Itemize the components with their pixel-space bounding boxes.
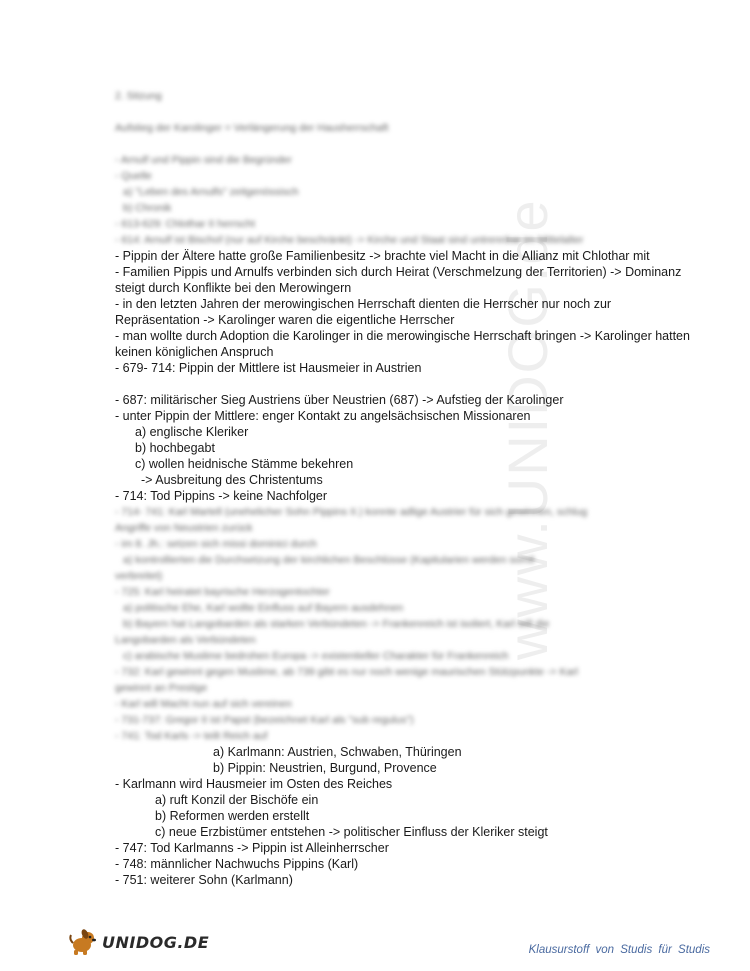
text-line: verbreitet) [115, 570, 163, 582]
text-line: - 714: Tod Pippins -> keine Nachfolger [115, 489, 328, 503]
text-line: - Pippin der Ältere hatte große Familienbesitz -> brachte viel Macht in die Allianz mit Chlothar mit [115, 249, 650, 263]
text-line: - Karl will Macht nun auf sich vereinen [115, 698, 292, 710]
text-line: - Arnulf und Pippin sind die Begründer [115, 154, 292, 166]
list-item: c) wollen heidnische Stämme bekehren [135, 457, 354, 471]
list-item: a) englische Kleriker [135, 425, 249, 439]
text-line: - Familien Pippis und Arnulfs verbinden sich durch Heirat (Verschmelzung der Territorien) -> Dominanz [115, 265, 682, 279]
text-line: - 679- 714: Pippin der Mittlere ist Hausmeier in Austrien [115, 361, 422, 375]
text-line: b) Bayern hat Langobarden als starken Verbündeten -> Frankenreich ist isoliert, Karl will die [123, 618, 550, 630]
text-line: - Karlmann wird Hausmeier im Osten des Reiches [115, 777, 393, 791]
topic-heading: Aufstieg der Karolinger = Verlängerung der Hausherrschaft [115, 122, 389, 134]
text-line: - unter Pippin der Mittlere: enger Kontakt zu angelsächsischen Missionaren [115, 409, 531, 423]
text-line: c) arabische Muslime bedrohen Europa -> existentieller Charakter für Frankenreich [123, 650, 509, 662]
text-line: steigt durch Konflikte bei den Merowingern [115, 281, 352, 295]
text-line: - im 8. Jh.: setzen sich missi dominici durch [115, 538, 317, 550]
text-line: - 613-629: Chlothar II herrscht [115, 218, 256, 230]
text-line: gewinnt an Prestige [115, 682, 208, 694]
text-line: - 731-737: Gregor II ist Papst (bezeichnet Karl als "sub regulus") [115, 714, 414, 726]
text-line: - 687: militärischer Sieg Austriens über Neustrien (687) -> Aufstieg der Karolinger [115, 393, 564, 407]
list-item: a) ruft Konzil der Bischöfe ein [155, 793, 319, 807]
text-line: Repräsentation -> Karolinger waren die eigentliche Herrscher [115, 313, 455, 327]
text-line: - Quelle [115, 170, 152, 182]
footer-slogan: Klausurstoff von Studis für Studis [528, 944, 710, 956]
list-item: c) neue Erzbistümer entstehen -> politischer Einfluss der Kleriker steigt [155, 825, 548, 839]
unidog-logo[interactable] [68, 927, 209, 957]
text-line: a) "Leben des Arnulfs" zeitgenössisch [123, 186, 299, 198]
text-line: Angriffe von Neustrien zurück [115, 522, 253, 534]
text-line: - in den letzten Jahren der merowingischen Herrschaft dienten die Herrscher nur noch zur [115, 297, 612, 311]
list-item: -> Ausbreitung des Christentums [141, 473, 323, 487]
text-line: b) Chronik [123, 202, 172, 214]
text-line: - 751: weiterer Sohn (Karlmann) [115, 873, 293, 887]
text-line: - 748: männlicher Nachwuchs Pippins (Karl) [115, 857, 359, 871]
text-line: a) politische Ehe, Karl wollte Einfluss auf Bayern ausdehnen [123, 602, 404, 614]
text-line: Langobarden als Verbündeten [115, 634, 256, 646]
session-heading: 2. Sitzung [115, 90, 162, 102]
text-line: keinen königlichen Anspruch [115, 345, 274, 359]
text-line: - 725: Karl heiratet bayrische Herzogentochter [115, 586, 330, 598]
text-line: - 732: Karl gewinnt gegen Muslime, ab 739 gibt es nur noch wenige maurischen Stützpunkte -> Karl [115, 666, 579, 678]
list-item: b) hochbegabt [135, 441, 215, 455]
text-line: - 747: Tod Karlmanns -> Pippin ist Alleinherrscher [115, 841, 389, 855]
list-item: a) Karlmann: Austrien, Schwaben, Thüringen [213, 745, 462, 759]
text-line: - man wollte durch Adoption die Karolinger in die merowingische Herrschaft bringen -> Karolinger hatten [115, 329, 690, 343]
dog-mascot-icon [68, 927, 98, 957]
watermark-text: www.UNIDOG.de [496, 198, 559, 660]
text-line: - 714- 741: Karl Martell (unehelicher Sohn Pippins II.) konnte adlige Austrier für sich gewinnen, schlug [115, 506, 588, 518]
list-item: b) Pippin: Neustrien, Burgund, Provence [213, 761, 437, 775]
text-line: - 741: Tod Karls -> teilt Reich auf [115, 730, 268, 742]
text-line: a) kontrollierten die Durchsetzung der kirchlichen Beschlüsse (Kapitularien werden somit [123, 554, 535, 566]
logo-text: UNIDOG.DE [102, 932, 210, 952]
document-content [115, 88, 690, 888]
list-item: b) Reformen werden erstellt [155, 809, 310, 823]
text-line: - 614: Arnulf ist Bischof (nur auf Kirche beschränkt) -> Kirche und Staat sind untrennbar im Mittelalter [115, 234, 584, 246]
